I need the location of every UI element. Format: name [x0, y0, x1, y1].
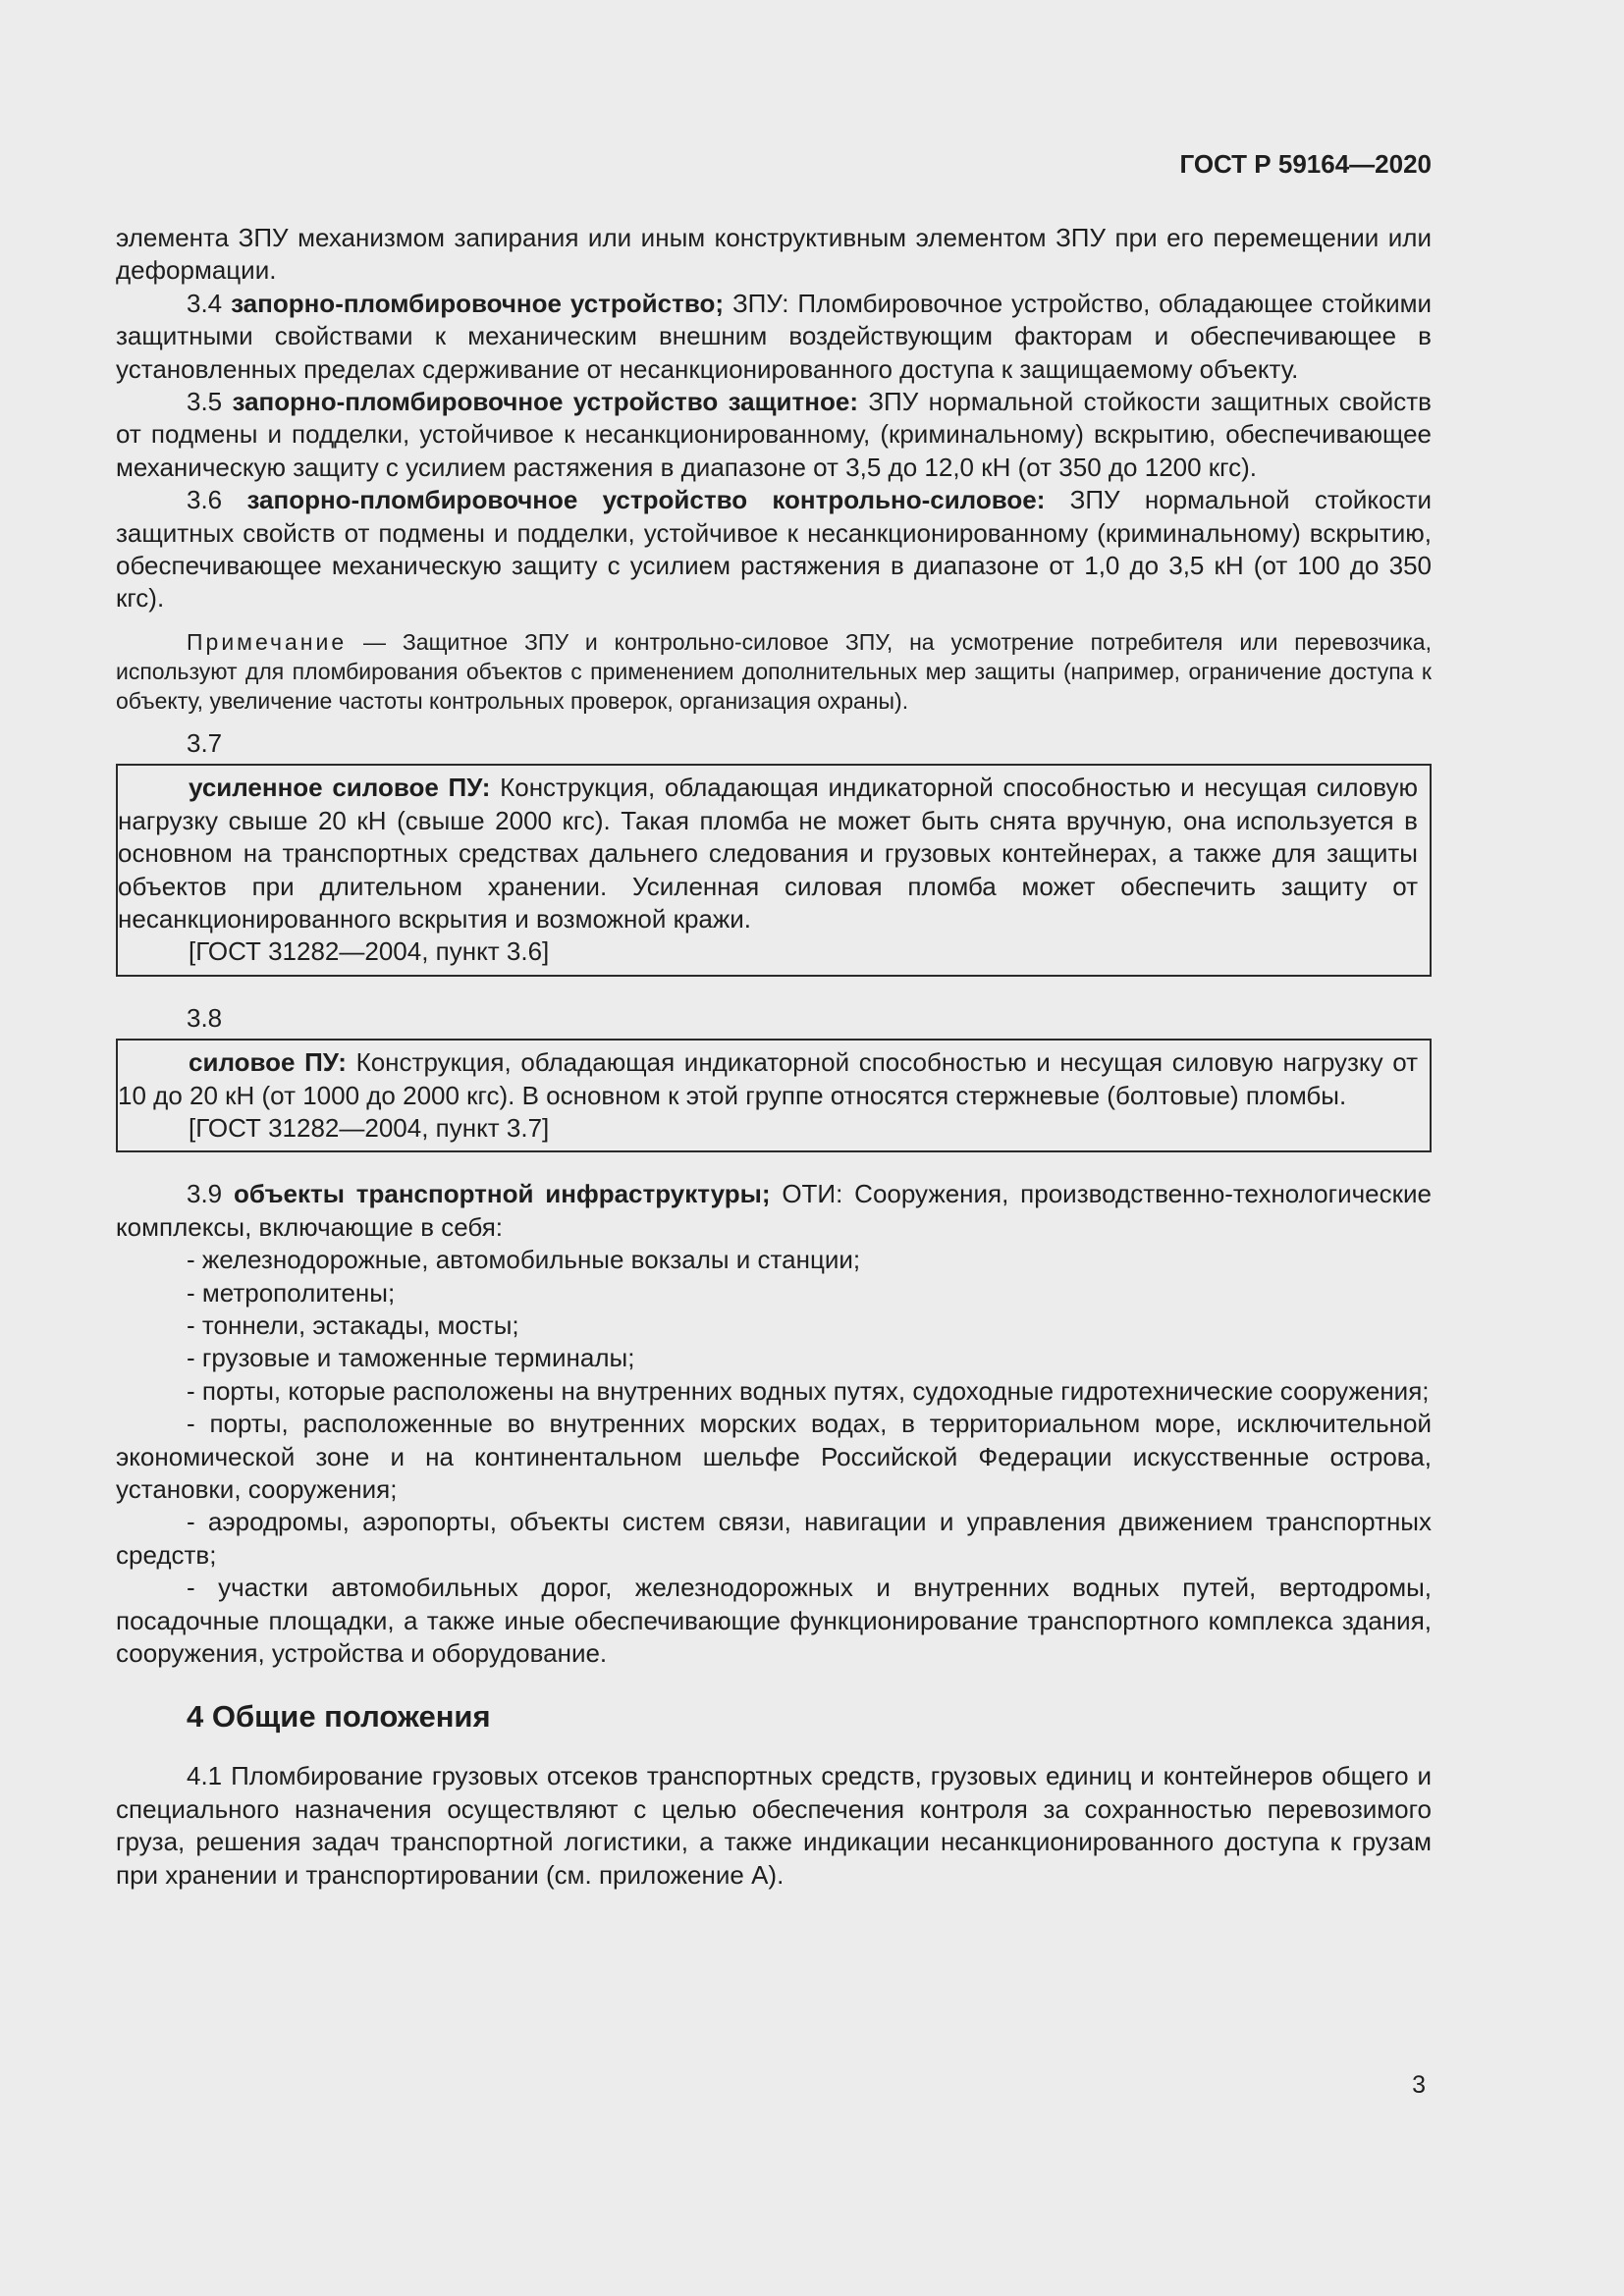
- definition: ЗПУ нормальной стойкости защитных свойств от подмены и подделки, устойчивое к несанкционированному (криминальному) вскрытию, обеспечивающее механическую защиту с усилием растяжения в диапазоне от 1,0 до 3,5 кН (от 100 до 350 кгс).: [116, 485, 1432, 614]
- list-item: - участки автомобильных дорог, железнодорожных и внутренних водных путей, вертодромы, посадочные площадки, а также иные обеспечивающие функционирование транспортного комплекса здания, сооружения, устройства и оборудование.: [116, 1573, 1432, 1669]
- clause-3-7-box: [116, 764, 1432, 976]
- clause-3-8-definition: [118, 1046, 1418, 1112]
- clause-3-6: [116, 484, 1432, 615]
- list-item: - порты, которые расположены на внутренних водных путях, судоходные гидротехнические сооружения;: [187, 1375, 1430, 1406]
- list-item: - аэродромы, аэропорты, объекты систем связи, навигации и управления движением транспортных средств;: [116, 1507, 1432, 1570]
- section-heading: 4 Общие положения: [187, 1699, 491, 1735]
- term: запорно-пломбировочное устройство контрольно-силовое:: [246, 485, 1046, 515]
- clause-3-7-number: 3.7: [187, 727, 223, 758]
- clause-3-8-number: 3.8: [187, 1002, 223, 1033]
- note-label: Примечание: [187, 628, 348, 655]
- term: запорно-пломбировочное устройство защитное:: [232, 387, 858, 417]
- clause-3-7-reference: [ГОСТ 31282—2004, пункт 3.6]: [189, 936, 550, 967]
- definition: Конструкция, обладающая индикаторной способностью и несущая силовую нагрузку от 10 до 20 кН (от 1000 до 2000 кгс). В основном к этой группе относятся стержневые (болтовые) пломбы.: [118, 1047, 1418, 1110]
- page-content: [116, 222, 1432, 1892]
- list-item: - тоннели, эстакады, мосты;: [187, 1309, 519, 1340]
- clause-3-9: [116, 1178, 1432, 1244]
- clause-number: 3.4: [187, 288, 223, 318]
- paragraph-4-1: 4.1 Пломбирование грузовых отсеков транспортных средств, грузовых единиц и контейнеров общего и специального назначения осуществляют с целью обеспечения контроля за сохранностью перевозимого груза, решения задач транспортной логистики, а также индикации несанкционированного доступа к грузам при хранении и транспортировании (см. приложение А).: [116, 1761, 1432, 1890]
- clause-3-4: [116, 288, 1432, 386]
- term: силовое ПУ:: [189, 1047, 347, 1078]
- note-text: — Защитное ЗПУ и контрольно-силовое ЗПУ, на усмотрение потребителя или перевозчика, используют для пломбирования объектов с применением дополнительных мер защиты (например, ограничение доступа к объекту, увеличение частоты контрольных проверок, организация охраны).: [116, 628, 1432, 714]
- clause-number: 3.5: [187, 387, 223, 417]
- clause-3-7-definition: [118, 772, 1418, 935]
- page-number: 3: [1412, 2071, 1426, 2099]
- term: запорно-пломбировочное устройство;: [231, 288, 725, 318]
- definition: ЗПУ: Пломбировочное устройство, обладающее стойкими защитными свойствами к механическим внешним воздействующим факторам и обеспечивающее в установленных пределах сдерживание от несанкционированного доступа к защищаемому объекту.: [116, 288, 1432, 384]
- list-item: - железнодорожные, автомобильные вокзалы и станции;: [187, 1245, 861, 1275]
- definition: Конструкция, обладающая индикаторной способностью и несущая силовую нагрузку свыше 20 кН (свыше 2000 кгс). Такая пломба не может быть снята вручную, она используется в основном на транспортных средствах дальнего следования и грузовых контейнерах, а также для защиты объектов при длительном хранении. Усиленная силовая пломба может обеспечить защиту от несанкционированного вскрытия и возможной кражи.: [118, 773, 1418, 934]
- clause-number: 3.6: [187, 485, 223, 515]
- definition: ОТИ: Сооружения, производственно-технологические комплексы, включающие в себя:: [116, 1179, 1432, 1242]
- clause-number: 3.9: [187, 1179, 223, 1209]
- note-paragraph: [116, 627, 1432, 716]
- list-item: - грузовые и таможенные терминалы;: [187, 1343, 635, 1373]
- list-item: - порты, расположенные во внутренних морских водах, в территориальном море, исключительной экономической зоне и на континентальном шельфе Российской Федерации искусственные острова, установки, сооружения;: [116, 1409, 1432, 1504]
- term: объекты транспортной инфраструктуры;: [233, 1179, 771, 1209]
- clause-3-5: [116, 386, 1432, 484]
- continuation-paragraph: элемента ЗПУ механизмом запирания или иным конструктивным элементом ЗПУ при его перемещении или деформации.: [116, 223, 1432, 286]
- document-code-header: ГОСТ Р 59164—2020: [1179, 149, 1432, 179]
- list-item: - метрополитены;: [187, 1277, 396, 1308]
- term: усиленное силовое ПУ:: [189, 773, 491, 803]
- definition: ЗПУ нормальной стойкости защитных свойств от подмены и подделки, устойчивое к несанкционированному, (криминальному) вскрытию, обеспечивающее механическую защиту с усилием растяжения в диапазоне от 3,5 до 12,0 кН (от 350 до 1200 кгс).: [116, 387, 1432, 482]
- clause-3-8-box: [116, 1039, 1432, 1152]
- clause-3-8-reference: [ГОСТ 31282—2004, пункт 3.7]: [189, 1112, 550, 1143]
